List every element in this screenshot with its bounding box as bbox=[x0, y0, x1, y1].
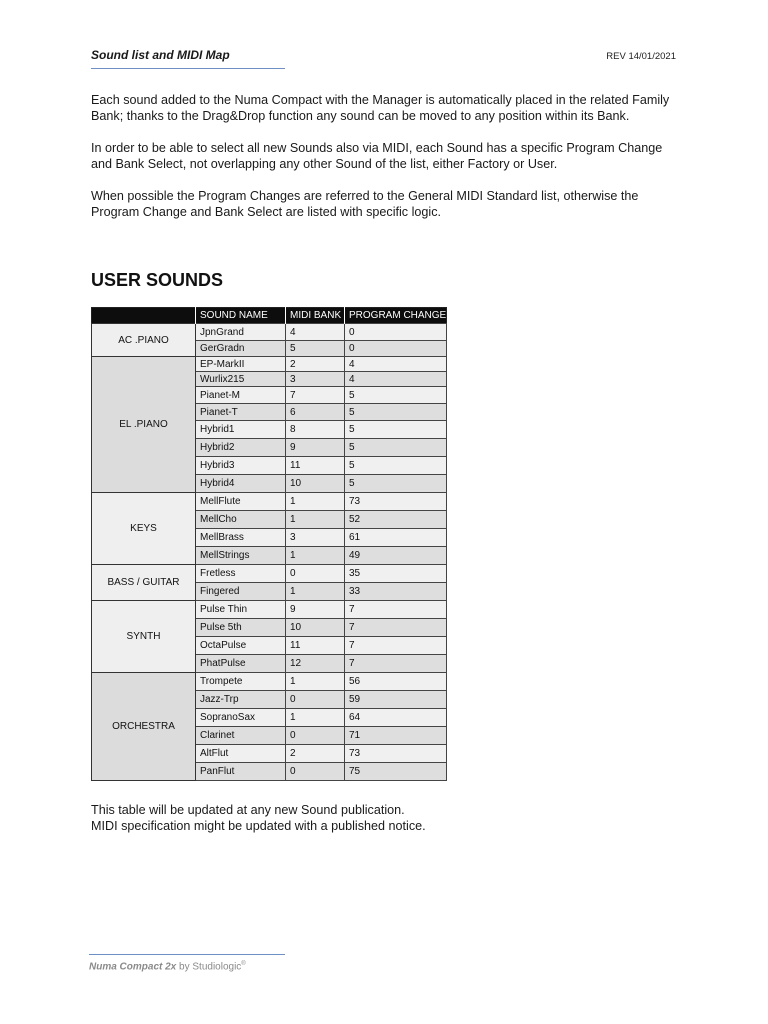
program-change-cell: 64 bbox=[345, 709, 447, 727]
midi-bank-cell: 1 bbox=[286, 673, 345, 691]
midi-bank-cell: 12 bbox=[286, 655, 345, 673]
midi-bank-cell: 9 bbox=[286, 439, 345, 457]
sound-name-cell: Jazz-Trp bbox=[196, 691, 286, 709]
program-change-cell: 0 bbox=[345, 324, 447, 341]
midi-bank-cell: 1 bbox=[286, 511, 345, 529]
sound-name-cell: Hybrid2 bbox=[196, 439, 286, 457]
column-header-program-change: PROGRAM CHANGE bbox=[345, 308, 447, 324]
column-header-family bbox=[92, 308, 196, 324]
page-header-title: Sound list and MIDI Map bbox=[91, 48, 230, 62]
table-row bbox=[92, 357, 447, 372]
program-change-cell: 4 bbox=[345, 372, 447, 387]
sound-name-cell: MellFlute bbox=[196, 493, 286, 511]
program-change-cell: 59 bbox=[345, 691, 447, 709]
midi-bank-cell: 8 bbox=[286, 421, 345, 439]
midi-bank-cell: 5 bbox=[286, 341, 345, 357]
user-sounds-table bbox=[91, 307, 447, 781]
program-change-cell: 5 bbox=[345, 421, 447, 439]
midi-bank-cell: 2 bbox=[286, 357, 345, 372]
midi-bank-cell: 10 bbox=[286, 619, 345, 637]
program-change-cell: 0 bbox=[345, 341, 447, 357]
sound-name-cell: GerGradn bbox=[196, 341, 286, 357]
midi-bank-cell: 1 bbox=[286, 709, 345, 727]
midi-bank-cell: 0 bbox=[286, 727, 345, 745]
program-change-cell: 7 bbox=[345, 601, 447, 619]
column-header-midi-bank: MIDI BANK bbox=[286, 308, 345, 324]
midi-bank-cell: 0 bbox=[286, 691, 345, 709]
family-cell: BASS / GUITAR bbox=[92, 565, 196, 601]
midi-bank-cell: 2 bbox=[286, 745, 345, 763]
program-change-cell: 75 bbox=[345, 763, 447, 781]
sound-name-cell: MellBrass bbox=[196, 529, 286, 547]
family-cell: AC .PIANO bbox=[92, 324, 196, 357]
intro-paragraph: Each sound added to the Numa Compact with the Manager is automatically placed in the related Family Bank; thanks to the Drag&Drop function any sound can be moved to any position within its Bank. bbox=[91, 93, 670, 123]
sound-name-cell: Wurlix215 bbox=[196, 372, 286, 387]
sound-name-cell: Pianet-T bbox=[196, 404, 286, 421]
registered-mark: ® bbox=[241, 961, 246, 967]
sound-name-cell: SopranoSax bbox=[196, 709, 286, 727]
midi-bank-cell: 1 bbox=[286, 493, 345, 511]
midi-bank-cell: 3 bbox=[286, 529, 345, 547]
sound-name-cell: PhatPulse bbox=[196, 655, 286, 673]
table-row bbox=[92, 601, 447, 619]
footer bbox=[89, 961, 246, 972]
program-change-cell: 5 bbox=[345, 387, 447, 404]
family-cell: SYNTH bbox=[92, 601, 196, 673]
sound-name-cell: Clarinet bbox=[196, 727, 286, 745]
table-row bbox=[92, 324, 447, 341]
header-divider bbox=[91, 68, 285, 69]
sound-name-cell: MellStrings bbox=[196, 547, 286, 565]
sound-name-cell: Pulse Thin bbox=[196, 601, 286, 619]
midi-bank-cell: 3 bbox=[286, 372, 345, 387]
table-row bbox=[92, 493, 447, 511]
outro-line: This table will be updated at any new Sound publication. bbox=[91, 803, 405, 817]
sound-name-cell: Trompete bbox=[196, 673, 286, 691]
program-change-cell: 73 bbox=[345, 493, 447, 511]
midi-bank-cell: 0 bbox=[286, 565, 345, 583]
family-cell: ORCHESTRA bbox=[92, 673, 196, 781]
midi-bank-cell: 4 bbox=[286, 324, 345, 341]
program-change-cell: 5 bbox=[345, 404, 447, 421]
table-row bbox=[92, 565, 447, 583]
program-change-cell: 56 bbox=[345, 673, 447, 691]
sound-name-cell: Fingered bbox=[196, 583, 286, 601]
program-change-cell: 71 bbox=[345, 727, 447, 745]
sound-name-cell: EP-MarkII bbox=[196, 357, 286, 372]
footer-brand: by Studiologic bbox=[176, 961, 242, 973]
sound-name-cell: Pianet-M bbox=[196, 387, 286, 404]
midi-bank-cell: 10 bbox=[286, 475, 345, 493]
program-change-cell: 5 bbox=[345, 439, 447, 457]
table-header-row bbox=[92, 308, 447, 324]
midi-bank-cell: 6 bbox=[286, 404, 345, 421]
midi-bank-cell: 1 bbox=[286, 547, 345, 565]
sound-name-cell: OctaPulse bbox=[196, 637, 286, 655]
sound-name-cell: Hybrid4 bbox=[196, 475, 286, 493]
sound-name-cell: JpnGrand bbox=[196, 324, 286, 341]
program-change-cell: 7 bbox=[345, 637, 447, 655]
program-change-cell: 5 bbox=[345, 457, 447, 475]
sound-name-cell: Pulse 5th bbox=[196, 619, 286, 637]
sound-name-cell: PanFlut bbox=[196, 763, 286, 781]
program-change-cell: 7 bbox=[345, 619, 447, 637]
program-change-cell: 7 bbox=[345, 655, 447, 673]
program-change-cell: 5 bbox=[345, 475, 447, 493]
midi-bank-cell: 1 bbox=[286, 583, 345, 601]
program-change-cell: 61 bbox=[345, 529, 447, 547]
sound-name-cell: Fretless bbox=[196, 565, 286, 583]
midi-bank-cell: 11 bbox=[286, 457, 345, 475]
midi-bank-cell: 0 bbox=[286, 763, 345, 781]
sound-name-cell: AltFlut bbox=[196, 745, 286, 763]
table-row bbox=[92, 673, 447, 691]
intro-paragraph: When possible the Program Changes are referred to the General MIDI Standard list, otherwise the Program Change and Bank Select are listed with specific logic. bbox=[91, 189, 639, 219]
midi-bank-cell: 7 bbox=[286, 387, 345, 404]
program-change-cell: 4 bbox=[345, 357, 447, 372]
sound-name-cell: Hybrid3 bbox=[196, 457, 286, 475]
program-change-cell: 33 bbox=[345, 583, 447, 601]
intro-text bbox=[91, 92, 671, 236]
program-change-cell: 73 bbox=[345, 745, 447, 763]
program-change-cell: 52 bbox=[345, 511, 447, 529]
revision-label: REV 14/01/2021 bbox=[606, 51, 676, 62]
sound-name-cell: MellCho bbox=[196, 511, 286, 529]
sound-name-cell: Hybrid1 bbox=[196, 421, 286, 439]
footer-divider bbox=[89, 954, 285, 955]
outro-line: MIDI specification might be updated with a published notice. bbox=[91, 819, 426, 833]
column-header-sound-name: SOUND NAME bbox=[196, 308, 286, 324]
outro-text bbox=[91, 802, 671, 834]
table-body bbox=[92, 324, 447, 781]
program-change-cell: 35 bbox=[345, 565, 447, 583]
midi-bank-cell: 11 bbox=[286, 637, 345, 655]
section-title: USER SOUNDS bbox=[91, 270, 224, 290]
family-cell: EL .PIANO bbox=[92, 357, 196, 493]
program-change-cell: 49 bbox=[345, 547, 447, 565]
footer-product: Numa Compact 2x bbox=[89, 961, 177, 973]
intro-paragraph: In order to be able to select all new Sounds also via MIDI, each Sound has a specific Program Change and Bank Select, not overlapping any other Sound of the list, either Factory or User. bbox=[91, 141, 663, 171]
midi-bank-cell: 9 bbox=[286, 601, 345, 619]
family-cell: KEYS bbox=[92, 493, 196, 565]
